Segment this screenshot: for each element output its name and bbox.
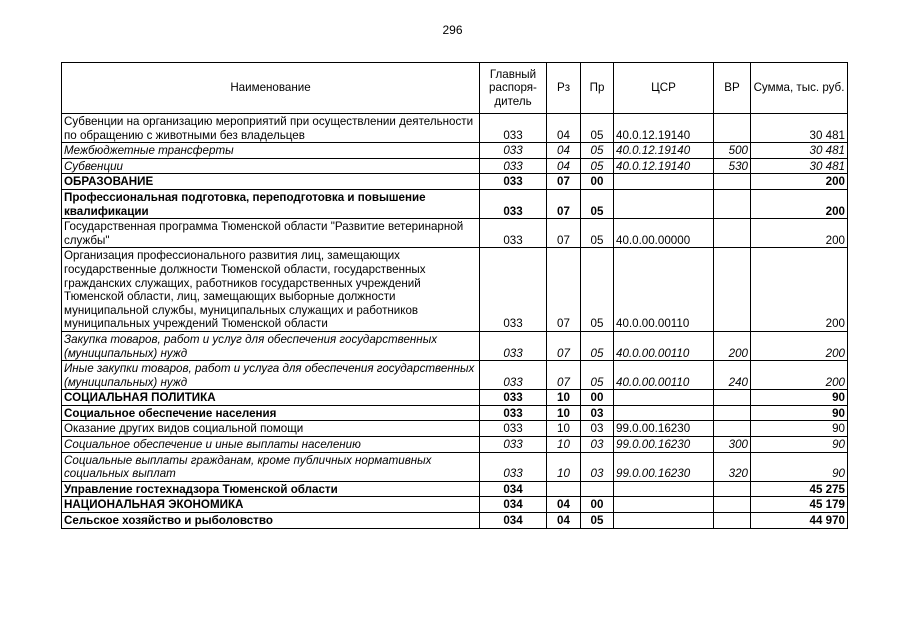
cell-admin: 034 xyxy=(480,513,547,529)
cell-vr: 500 xyxy=(714,143,751,159)
cell-vr xyxy=(714,421,751,437)
cell-csr: 40.0.12.19140 xyxy=(614,158,714,174)
budget-table xyxy=(61,62,848,529)
cell-rz: 10 xyxy=(547,390,581,406)
table-row xyxy=(62,143,848,159)
cell-sum: 90 xyxy=(751,452,848,481)
cell-admin: 033 xyxy=(480,143,547,159)
cell-sum: 45 275 xyxy=(751,481,848,497)
cell-sum: 90 xyxy=(751,421,848,437)
cell-name: Закупка товаров, работ и услуг для обеспечения государственных (муниципальных) нужд xyxy=(62,331,480,360)
cell-rz: 10 xyxy=(547,437,581,453)
cell-name: Социальное обеспечение населения xyxy=(62,405,480,421)
cell-pr: 05 xyxy=(581,248,614,332)
cell-pr: 05 xyxy=(581,331,614,360)
table-row xyxy=(62,405,848,421)
cell-csr xyxy=(614,189,714,218)
table-row xyxy=(62,437,848,453)
cell-admin: 033 xyxy=(480,158,547,174)
cell-csr: 40.0.00.00000 xyxy=(614,219,714,248)
page-number: 296 xyxy=(442,23,463,37)
cell-sum: 90 xyxy=(751,405,848,421)
cell-admin: 033 xyxy=(480,452,547,481)
cell-csr xyxy=(614,481,714,497)
header-sum: Сумма, тыс. руб. xyxy=(751,63,848,114)
cell-pr: 03 xyxy=(581,405,614,421)
cell-vr xyxy=(714,497,751,513)
cell-rz: 10 xyxy=(547,421,581,437)
table-row xyxy=(62,361,848,390)
cell-rz: 04 xyxy=(547,143,581,159)
cell-admin: 033 xyxy=(480,174,547,190)
cell-pr xyxy=(581,481,614,497)
cell-pr: 03 xyxy=(581,421,614,437)
cell-sum: 200 xyxy=(751,248,848,332)
cell-pr: 00 xyxy=(581,390,614,406)
cell-vr xyxy=(714,174,751,190)
cell-vr xyxy=(714,189,751,218)
cell-rz: 04 xyxy=(547,114,581,143)
cell-vr xyxy=(714,219,751,248)
cell-admin: 034 xyxy=(480,497,547,513)
cell-csr: 40.0.00.00110 xyxy=(614,361,714,390)
cell-rz: 10 xyxy=(547,452,581,481)
table-header-row xyxy=(62,63,848,114)
cell-sum: 200 xyxy=(751,189,848,218)
cell-admin: 033 xyxy=(480,114,547,143)
cell-rz: 07 xyxy=(547,331,581,360)
table-row xyxy=(62,481,848,497)
cell-admin: 033 xyxy=(480,331,547,360)
cell-pr: 05 xyxy=(581,143,614,159)
cell-rz: 07 xyxy=(547,189,581,218)
cell-rz: 04 xyxy=(547,497,581,513)
cell-csr xyxy=(614,390,714,406)
cell-sum: 200 xyxy=(751,219,848,248)
cell-vr: 300 xyxy=(714,437,751,453)
cell-name: Организация профессионального развития лиц, замещающих государственные должности Тюменской области, государственных гражданских служащих, работников государственных учреждений Тюменской области, лиц, замещающих выборные должности муниципальной службы, муниципальных служащих и работников муниципальных учреждений Тюменской области xyxy=(62,248,480,332)
cell-rz: 07 xyxy=(547,248,581,332)
cell-name: Управление гостехнадзора Тюменской области xyxy=(62,481,480,497)
cell-name: ОБРАЗОВАНИЕ xyxy=(62,174,480,190)
cell-pr: 00 xyxy=(581,174,614,190)
cell-admin: 033 xyxy=(480,390,547,406)
cell-vr xyxy=(714,390,751,406)
cell-admin: 033 xyxy=(480,421,547,437)
cell-sum: 45 179 xyxy=(751,497,848,513)
cell-admin: 033 xyxy=(480,248,547,332)
cell-name: НАЦИОНАЛЬНАЯ ЭКОНОМИКА xyxy=(62,497,480,513)
cell-admin: 033 xyxy=(480,361,547,390)
cell-csr: 40.0.00.00110 xyxy=(614,248,714,332)
table-row xyxy=(62,219,848,248)
cell-name: Оказание других видов социальной помощи xyxy=(62,421,480,437)
cell-csr: 99.0.00.16230 xyxy=(614,452,714,481)
cell-rz: 07 xyxy=(547,219,581,248)
cell-sum: 90 xyxy=(751,390,848,406)
cell-pr: 00 xyxy=(581,497,614,513)
cell-vr xyxy=(714,481,751,497)
cell-name: Социальное обеспечение и иные выплаты населению xyxy=(62,437,480,453)
cell-pr: 05 xyxy=(581,361,614,390)
table-row xyxy=(62,390,848,406)
table-row xyxy=(62,331,848,360)
cell-csr xyxy=(614,405,714,421)
cell-vr xyxy=(714,405,751,421)
table-row xyxy=(62,421,848,437)
cell-name: Субвенции xyxy=(62,158,480,174)
cell-admin: 033 xyxy=(480,219,547,248)
header-admin: Главный распоря-дитель xyxy=(480,63,547,114)
cell-csr: 40.0.00.00110 xyxy=(614,331,714,360)
cell-sum: 200 xyxy=(751,331,848,360)
cell-pr: 05 xyxy=(581,513,614,529)
header-vr: ВР xyxy=(714,63,751,114)
cell-rz: 07 xyxy=(547,174,581,190)
cell-vr: 320 xyxy=(714,452,751,481)
header-pr: Пр xyxy=(581,63,614,114)
cell-pr: 03 xyxy=(581,437,614,453)
cell-pr: 05 xyxy=(581,114,614,143)
cell-csr: 99.0.00.16230 xyxy=(614,437,714,453)
cell-csr xyxy=(614,497,714,513)
cell-name: Межбюджетные трансферты xyxy=(62,143,480,159)
cell-pr: 05 xyxy=(581,158,614,174)
cell-name: Сельское хозяйство и рыболовство xyxy=(62,513,480,529)
cell-csr: 40.0.12.19140 xyxy=(614,143,714,159)
cell-name: СОЦИАЛЬНАЯ ПОЛИТИКА xyxy=(62,390,480,406)
cell-rz: 04 xyxy=(547,158,581,174)
cell-admin: 033 xyxy=(480,405,547,421)
cell-pr: 03 xyxy=(581,452,614,481)
cell-name: Социальные выплаты гражданам, кроме публичных нормативных социальных выплат xyxy=(62,452,480,481)
table-row xyxy=(62,174,848,190)
cell-sum: 30 481 xyxy=(751,114,848,143)
cell-name: Иные закупки товаров, работ и услуга для обеспечения государственных (муниципальных) нужд xyxy=(62,361,480,390)
table-row xyxy=(62,497,848,513)
cell-rz: 07 xyxy=(547,361,581,390)
cell-admin: 034 xyxy=(480,481,547,497)
cell-admin: 033 xyxy=(480,437,547,453)
table-row xyxy=(62,158,848,174)
cell-csr: 40.0.12.19140 xyxy=(614,114,714,143)
table-row xyxy=(62,513,848,529)
cell-pr: 05 xyxy=(581,219,614,248)
cell-sum: 30 481 xyxy=(751,158,848,174)
cell-sum: 30 481 xyxy=(751,143,848,159)
cell-csr xyxy=(614,174,714,190)
cell-vr: 240 xyxy=(714,361,751,390)
header-csr: ЦСР xyxy=(614,63,714,114)
cell-rz xyxy=(547,481,581,497)
cell-admin: 033 xyxy=(480,189,547,218)
cell-csr: 99.0.00.16230 xyxy=(614,421,714,437)
cell-rz: 04 xyxy=(547,513,581,529)
cell-sum: 200 xyxy=(751,361,848,390)
table-row xyxy=(62,189,848,218)
cell-sum: 200 xyxy=(751,174,848,190)
cell-csr xyxy=(614,513,714,529)
cell-vr xyxy=(714,248,751,332)
cell-name: Профессиональная подготовка, переподготовка и повышение квалификации xyxy=(62,189,480,218)
cell-vr: 200 xyxy=(714,331,751,360)
cell-pr: 05 xyxy=(581,189,614,218)
table-row xyxy=(62,452,848,481)
cell-vr: 530 xyxy=(714,158,751,174)
header-name: Наименование xyxy=(62,63,480,114)
table-row xyxy=(62,248,848,332)
cell-sum: 90 xyxy=(751,437,848,453)
cell-name: Субвенции на организацию мероприятий при осуществлении деятельности по обращению с животными без владельцев xyxy=(62,114,480,143)
cell-vr xyxy=(714,513,751,529)
table-body xyxy=(62,114,848,529)
cell-sum: 44 970 xyxy=(751,513,848,529)
cell-name: Государственная программа Тюменской области "Развитие ветеринарной службы" xyxy=(62,219,480,248)
cell-vr xyxy=(714,114,751,143)
cell-rz: 10 xyxy=(547,405,581,421)
header-rz: Рз xyxy=(547,63,581,114)
table-row xyxy=(62,114,848,143)
